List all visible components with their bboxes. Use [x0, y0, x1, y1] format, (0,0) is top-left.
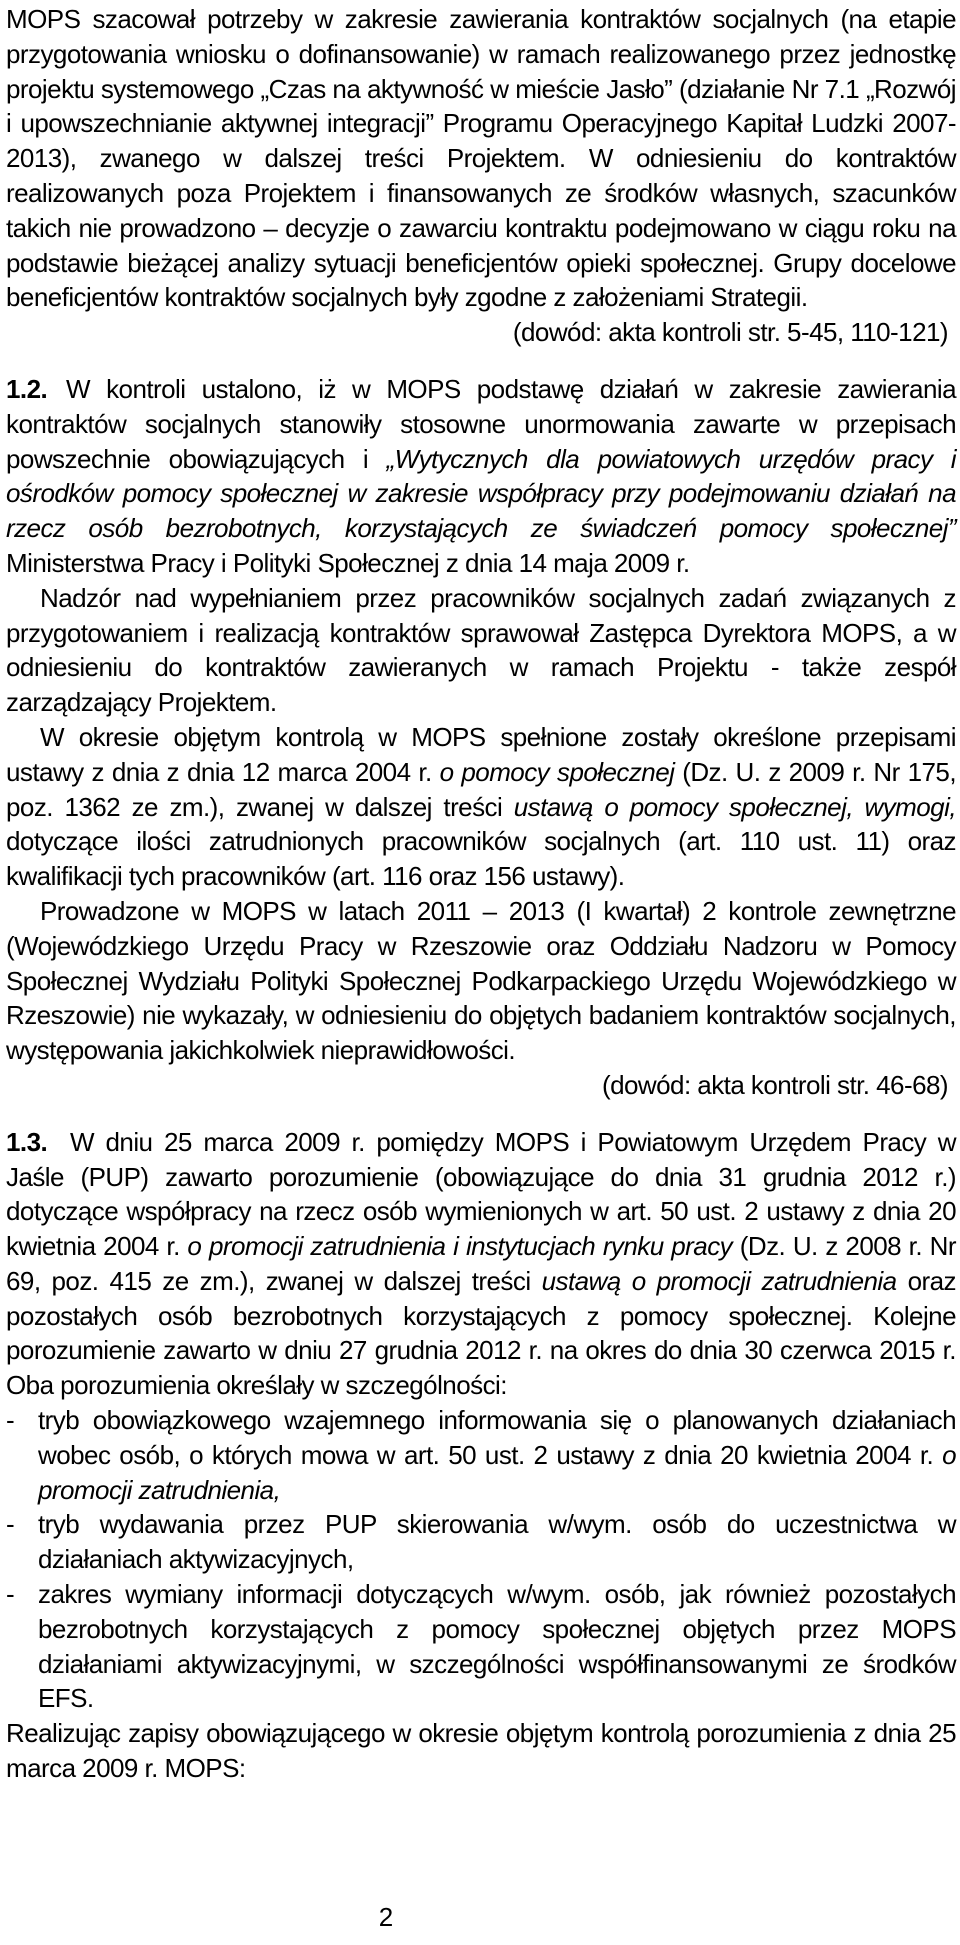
list-item: - tryb wydawania przez PUP skierowania w/wym. osób do uczestnictwa w działaniach aktywizacyjnych,: [6, 1507, 956, 1577]
section-1-2: [6, 372, 956, 581]
paragraph-external-controls: Prowadzone w MOPS w latach 2011 – 2013 (I kwartał) 2 kontrole zewnętrzne (Wojewódzkiego Urzędu Pracy w Rzeszowie oraz Oddziału Nadzoru w Pomocy Społecznej Wydziału Polityki Społecznej Podkarpackiego Urzędu Wojewódzkiego w Rzeszowie) nie wykazały, w odniesieniu do objętych badaniem kontraktów socjalnych, występowania jakichkolwiek nieprawidłowości.: [6, 895, 956, 1066]
text-run: (Dz. U. z 2009 r. Nr 175, poz. 1362 ze zm.), zwanej w dalszej treści: [6, 756, 956, 822]
text-run: tryb obowiązkowego wzajemnego informowania się o planowanych działaniach wobec osób, o których mowa w art. 50 ust. 2 ustawy z dnia 20 kwietnia 2004 r.: [38, 1405, 956, 1470]
list-item: [6, 1403, 956, 1507]
paragraph-supervision: Nadzór nad wypełnianiem przez pracowników socjalnych zadań związanych z przygotowaniem i realizacją kontraktów sprawował Zastępca Dyrektora MOPS, a w odniesieniu do kontraktów zawieranych w ramach Projektu - także zespół zarządzający Projektem.: [6, 582, 956, 718]
paragraph-needs-assessment: MOPS szacował potrzeby w zakresie zawierania kontraktów socjalnych (na etapie przygotowania wniosku o dofinansowanie) w ramach realizowanego przez jednostkę projektu systemowego „Czas na aktywność w mieście Jasło” (działanie Nr 7.1 „Rozwój i upowszechnianie aktywnej integracji” Programu Operacyjnego Kapitał Ludzki 2007-2013), zwanego w dalszej treści Projektem. W odniesieniu do kontraktów realizowanych poza Projektem i finansowanych ze środków własnych, szacunków takich nie prowadzono – decyzje o zawarciu kontraktu podejmowano w ciągu roku na podstawie bieżącej analizy sytuacji beneficjentów opieki społecznej. Grupy docelowe beneficjentów kontraktów socjalnych były zgodne z założeniami Strategii.: [6, 4, 956, 313]
section-text: W kontroli ustalono, iż w MOPS podstawę działań w zakresie zawierania kontraktów socjalnych stanowiły stosowne unormowania zawarte w przepisach powszechnie obowiązujących i: [6, 373, 956, 474]
act-title: o pomocy społecznej: [439, 756, 675, 787]
act-short-name: ustawą o pomocy społecznej, wymogi,: [513, 791, 956, 822]
text-run: dotyczące ilości zatrudnionych pracowników socjalnych (art. 110 ust. 11) oraz kwalifikacji tych pracowników (art. 116 oraz 156 ustawy).: [6, 826, 956, 892]
agreement-terms-list: [6, 1403, 956, 1716]
section-number: 1.2.: [6, 373, 48, 404]
section-number: 1.3.: [6, 1126, 48, 1157]
text-run: W okresie objętym kontrolą w MOPS spełnione zostały określone przepisami ustawy z dnia z dnia 12 marca 2004 r.: [6, 721, 956, 787]
text-run: oraz pozostałych osób bezrobotnych korzystających z pomocy społecznej. Kolejne porozumienie zawarto w dniu 27 grudnia 2012 r. na okres do dnia 30 czerwca 2015 r. Oba porozumienia określały w szczególności:: [6, 1265, 956, 1401]
list-item: - zakres wymiany informacji dotyczących w/wym. osób, jak również pozostałych bezrobotnych korzystających z pomocy społecznej objętych przez MOPS działaniami aktywizacyjnymi, w szczególności współfinansowanymi ze środków EFS.: [6, 1577, 956, 1716]
text-run: (Dz. U. z 2008 r. Nr 69, poz. 415 ze zm.), zwanej w dalszej treści: [6, 1231, 956, 1296]
page-number: 2: [378, 1902, 394, 1932]
act-title: o promocji zatrudnienia i instytucjach rynku pracy: [187, 1231, 733, 1262]
paragraph-requirements: [6, 720, 956, 894]
act-short-name: ustawą o promocji zatrudnienia: [541, 1265, 897, 1296]
document-page: [6, 2, 956, 1786]
evidence-reference-1: (dowód: akta kontroli str. 5-45, 110-121): [512, 317, 948, 348]
section-1-3: [6, 1125, 956, 1403]
paragraph-implementation: Realizując zapisy obowiązującego w okresie objętym kontrolą porozumienia z dnia 25 marca 2009 r. MOPS:: [6, 1718, 956, 1784]
text-run: W dniu 25 marca 2009 r. pomiędzy MOPS i Powiatowym Urzędem Pracy w Jaśle (PUP) zawarto porozumienie (obowiązujące do dnia 31 grudnia 2012 r.) dotyczące współpracy na rzecz osób wymienionych w art. 50 ust. 2 ustawy z dnia 20 kwietnia 2004 r.: [6, 1126, 956, 1262]
act-title: o promocji zatrudnienia,: [38, 1439, 956, 1505]
guidelines-title: „Wytycznych dla powiatowych urzędów pracy i ośrodków pomocy społecznej w zakresie współpracy przy podejmowaniu działań na rzecz osób bezrobotnych, korzystających ze świadczeń pomocy społecznej”: [6, 443, 956, 544]
evidence-reference-2: (dowód: akta kontroli str. 46-68): [601, 1069, 948, 1100]
section-text-end: Ministerstwa Pracy i Polityki Społecznej z dnia 14 maja 2009 r.: [6, 547, 690, 578]
